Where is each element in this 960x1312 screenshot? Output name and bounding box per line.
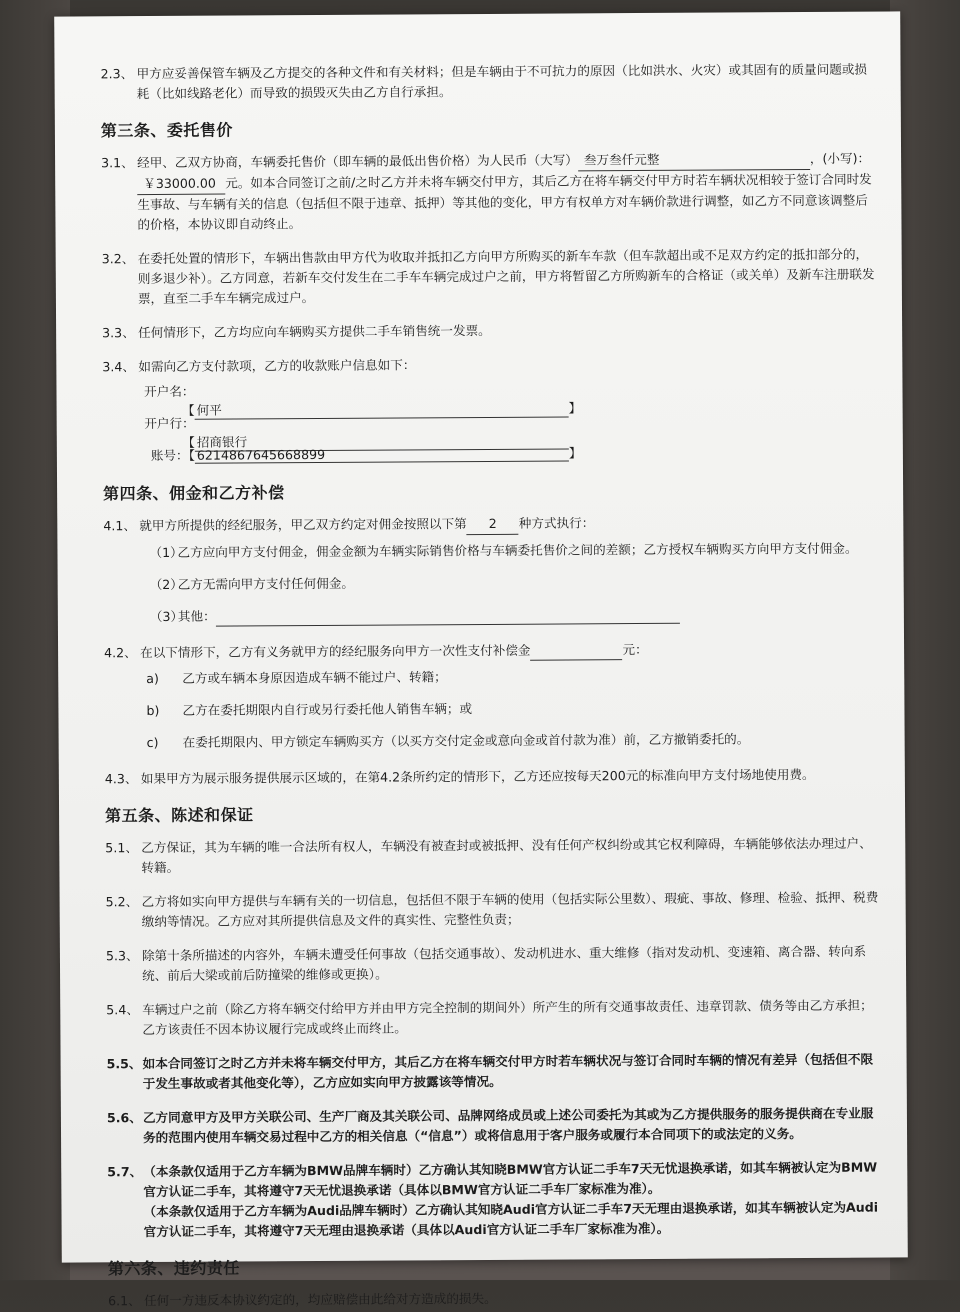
clause-text: ，(小写)：: [809, 150, 871, 166]
condition-b: [146, 697, 878, 721]
clause-5-5: [107, 1050, 881, 1095]
commission-option-1: [149, 539, 877, 563]
compensation-amount-blank[interactable]: [530, 645, 622, 661]
clause-3-2: [102, 245, 876, 310]
clause-text: 除第十条所描述的内容外，车辆未遭受任何事故（包括交通事故）、发动机进水、重大维修（指对发动机、变速箱、离合器、转向系统、前后大梁或前后防撞梁的维修或更换）。: [141, 943, 867, 984]
clause-5-4: [106, 996, 880, 1041]
clause-text: （本条款仅适用于乙方车辆为BMW品牌车辆时）乙方确认其知晓BMW官方认证二手车7天无忧退换承诺，如其车辆被认定为BMW官方认证二手车，其将遵守7天无忧退换承诺（具体以BMW官方认证二手车厂家标准为准）。: [143, 1159, 878, 1200]
clause-text: 在以下情形下，乙方有义务就甲方的经纪服务向甲方一次性支付补偿金: [140, 642, 531, 661]
clause-text: 车辆过户之前（除乙方将车辆交付给甲方并由甲方完全控制的期间外）所产生的所有交通事故责任、违章罚款、债务等由乙方承担；乙方该责任不因本协议履行完成或终止而终止。: [142, 997, 873, 1038]
account-number-label: 账号：【: [150, 447, 195, 464]
option-text: 乙方在委托期限内自行或另行委托他人销售车辆；或: [182, 701, 473, 718]
clause-text: 种方式执行：: [518, 515, 595, 531]
clause-number: 3.3、: [102, 325, 135, 341]
clause-3-1: [101, 149, 875, 236]
account-bank-row: [139, 409, 877, 450]
clause-number: 5.3、: [105, 948, 139, 964]
contract-page: [54, 11, 908, 1309]
clause-text: 如果甲方为展示服务提供展示区域的，在第4.2条所约定的情形下，乙方还应按每天200元的标准向甲方支付场地使用费。: [140, 766, 815, 787]
clause-number: 3.1、: [101, 155, 134, 171]
option-number: （1）: [149, 544, 183, 561]
condition-a: [146, 665, 878, 689]
section-heading-6: 第六条、违约责任: [107, 1258, 240, 1279]
section-heading-3: 第三条、委托售价: [100, 120, 233, 141]
clause-text: 经甲、乙双方协商，车辆委托售价（即车辆的最低出售价格）为人民币（大写）: [137, 152, 578, 171]
account-name-row: [138, 377, 876, 418]
clause-4-1: [103, 512, 877, 538]
condition-c: [147, 729, 879, 753]
account-name-field[interactable]: 何平: [195, 397, 569, 419]
clause-6-1: [108, 1287, 882, 1312]
clause-text: 如本合同签订之时乙方并未将车辆交付甲方，其后乙方在将车辆交付甲方时若车辆状况与签订合同时车辆的情况有差异（包括但不限于发生事故或者其他变化等），乙方应如实向甲方披露该等情况。: [142, 1051, 874, 1092]
clause-number: 5.7、: [107, 1164, 143, 1180]
clause-number: 3.2、: [101, 251, 135, 267]
clause-5-6: [107, 1104, 881, 1149]
section-heading-4: 第四条、佣金和乙方补偿: [103, 483, 285, 504]
option-number: （3）: [149, 608, 184, 625]
option-text: 乙方应向甲方支付佣金，佣金金额为车辆实际销售价格与车辆委托售价之间的差额；乙方授权车辆购买方向甲方支付佣金。: [177, 540, 858, 560]
clause-number: 5.4、: [106, 1002, 139, 1018]
clause-text: 如需向乙方支付款项，乙方的收款账户信息如下：: [138, 357, 416, 375]
clause-text: 元。如本合同签订之前/之时乙方并未将车辆交付甲方，其后乙方在将车辆交付甲方时若车辆状况相较于签订合同时发生事故、与车辆有关的信息（包括但不限于违章、抵押）等其他的变化，甲方有权单方对车辆价款进行调整，如乙方不同意该调整后的价格，本协议即自动终止。: [137, 171, 872, 233]
clause-number: 5.6、: [106, 1110, 142, 1126]
clause-text: 在委托处置的情形下，车辆出售款由甲方代为收取并抵扣乙方向甲方所购买的新车车款（但车款超出或不足双方约定的抵扣部分的，则多退少补）。乙方同意，若新车交付发生在二手车车辆完成过户之前，甲方将暂留乙方所购新车的合格证（或关单）及新车注册联发票，直至二手车车辆完成过户。: [137, 246, 875, 307]
commission-option-2: [150, 571, 878, 595]
option-text: 其他：: [177, 608, 216, 624]
account-number-field[interactable]: 6214867645668899: [195, 445, 569, 463]
option-text: 乙方无需向甲方支付任何佣金。: [177, 575, 355, 592]
commission-option-field[interactable]: 2: [467, 514, 519, 535]
clause-number: 5.2、: [105, 894, 139, 910]
clause-3-3: [102, 319, 876, 344]
clause-3-4: [102, 353, 876, 378]
clause-5-2: [106, 888, 880, 933]
clause-number: 6.1、: [108, 1293, 141, 1309]
amount-in-digits-field[interactable]: ￥33000.00: [137, 174, 225, 196]
clause-5-3: [106, 942, 880, 987]
clause-5-1: [105, 834, 879, 879]
clause-2-3: [100, 60, 874, 105]
clause-text: 乙方同意甲方及甲方关联公司、生产厂商及其关联公司、品牌网络成员或上述公司委托为其或为乙方提供服务的服务提供商在专业服务的范围内使用车辆交易过程中乙方的相关信息（“信息”）或将信息用于客户服务或履行本合同项下的或法定的义务。: [142, 1105, 874, 1146]
clause-text: 乙方将如实向甲方提供与车辆有关的一切信息，包括但不限于车辆的使用（包括实际公里数）、瑕疵、事故、修理、检验、抵押、税费缴纳等情况。乙方应对其所提供信息及文件的真实性、完整性负责；: [141, 889, 879, 930]
clause-number: 4.2、: [104, 645, 137, 661]
clause-number: 3.4、: [102, 359, 136, 375]
clause-number: 5.5、: [106, 1056, 142, 1072]
clause-number: 4.1、: [103, 518, 136, 534]
clause-text-audi: （本条款仅适用于乙方车辆为Audi品牌车辆时）乙方确认其知晓Audi官方认证二手车7天无理由退换承诺，如其车辆被认定为Audi官方认证二手车，其将遵守7天无理由退换承诺（具体以Audi官方认证二手车厂家标准为准）。: [143, 1199, 879, 1240]
option-text: 在委托期限内、甲方锁定车辆购买方（以买方交付定金或意向金或首付款为准）前，乙方撤销委托的。: [182, 731, 750, 750]
amount-in-words-field[interactable]: 叁万叁仟元整: [578, 149, 810, 171]
other-option-blank[interactable]: [216, 609, 680, 627]
option-number: a): [146, 670, 159, 687]
option-number: c): [146, 734, 159, 751]
clause-text: 元：: [622, 641, 648, 658]
section-heading-5: 第五条、陈述和保证: [105, 805, 254, 826]
clause-number: 2.3、: [100, 66, 134, 82]
clause-5-7: [107, 1158, 881, 1243]
clause-text: 就甲方所提供的经纪服务，甲乙双方约定对佣金按照以下第: [139, 516, 467, 534]
clause-text: 任何情形下，乙方均应向车辆购买方提供二手车销售统一发票。: [138, 322, 491, 341]
clause-number: 4.3、: [104, 771, 138, 787]
account-number-row: [139, 441, 877, 468]
bracket-close: 】: [568, 400, 582, 416]
clause-text: 乙方保证，其为车辆的唯一合法所有权人，车辆没有被查封或被抵押、没有任何产权纠纷或其它权利障碍，车辆能够依法办理过户、转籍。: [141, 835, 872, 876]
clause-4-2: [104, 639, 878, 664]
option-number: （2）: [149, 576, 183, 593]
account-name-label: 开户名：【: [144, 383, 195, 418]
account-bank-label: 开户行：【: [144, 415, 195, 450]
bracket-close: 】: [568, 445, 582, 461]
clause-number: 5.1、: [105, 840, 138, 856]
option-text: 乙方或车辆本身原因造成车辆不能过户、转籍；: [182, 669, 447, 686]
clause-text: 甲方应妥善保管车辆及乙方提交的各种文件和有关材料；但是车辆由于不可抗力的原因（比如洪水、火灾）或其固有的质量问题或损耗（比如线路老化）而导致的损毁灭失由乙方自行承担。: [136, 61, 868, 102]
account-bank-field[interactable]: 招商银行: [195, 429, 569, 451]
option-number: b): [146, 702, 160, 719]
clause-4-3: [105, 765, 879, 790]
clause-text: 任何一方违反本协议约定的，均应赔偿由此给对方造成的损失。: [144, 1290, 497, 1309]
commission-option-3: [150, 603, 878, 627]
